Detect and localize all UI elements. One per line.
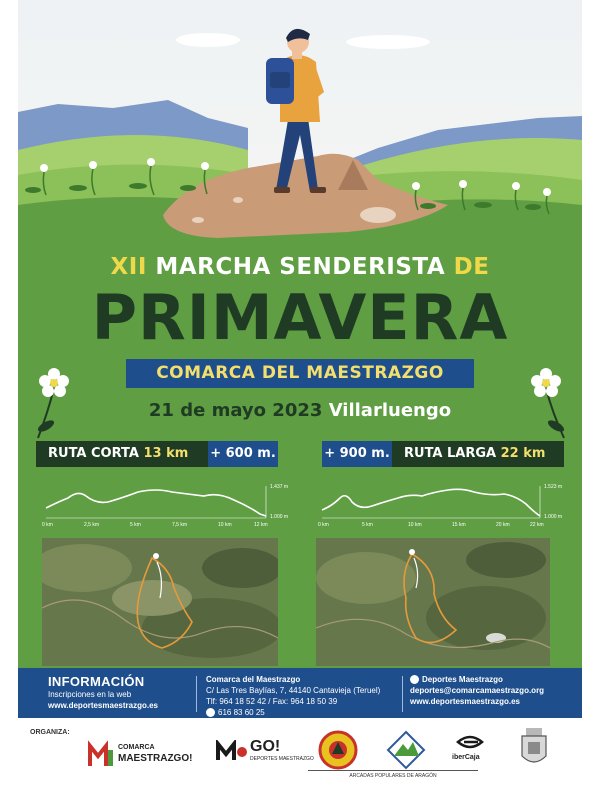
facebook-icon [410,675,419,684]
event-place: Villarluengo [328,400,452,421]
short-route-map [42,538,278,666]
long-tick-1: 5 km [362,522,373,528]
long-route-label: RUTA LARGA [404,446,497,461]
whatsapp-icon [206,708,215,717]
event-date-place [18,400,582,421]
short-min-label: 1.000 m [270,514,288,520]
info-column-address [206,674,380,718]
short-tick-3: 7,5 km [172,522,188,528]
info-email[interactable]: deportes@comarcamaestrazgo.org [410,686,545,695]
short-tick-2: 5 km [130,522,141,528]
long-tick-4: 20 km [496,522,510,528]
short-max-label: 1.437 m [270,484,288,490]
town-coat-of-arms-icon [518,726,550,770]
organiza-label: ORGANIZA: [30,729,70,736]
long-route-bar [392,441,564,467]
comarca-logo-bottom: MAESTRAZGO! [118,753,193,764]
info-divider-2 [402,676,403,712]
long-min-label: 1.000 m [544,514,563,520]
info-heading: INFORMACIÓN [48,674,145,689]
info-facebook[interactable] [410,674,544,685]
club-crest-icon [318,730,358,770]
long-tick-3: 15 km [452,522,466,528]
mountain-badge-icon [386,730,426,770]
info-column-social [410,674,544,707]
long-max-label: 1.523 m [544,484,563,490]
region-banner: COMARCA DEL MAESTRAZGO [126,359,474,388]
long-route-distance: 22 km [500,446,546,461]
info-divider-1 [196,676,197,712]
short-tick-4: 10 km [218,522,232,528]
long-tick-2: 10 km [408,522,422,528]
go-logo-icon [216,740,248,762]
info-facebook-text: Deportes Maestrazgo [422,675,503,684]
info-phones: Tlf: 964 18 52 42 / Fax: 964 18 50 39 [206,697,338,706]
comarca-logo-icon [88,740,114,768]
edition-suffix: DE [453,254,490,280]
left-flower-icon [34,362,78,442]
go-logo-text: GO! [250,738,281,755]
long-tick-5: 22 km [530,522,544,528]
event-title: PRIMAVERA [91,281,509,354]
edition-number: XII [110,254,147,280]
info-whatsapp-number: 616 83 60 25 [218,708,265,717]
long-route-map [316,538,550,666]
short-route-elevation-profile [38,476,288,532]
right-flower-icon [524,362,568,442]
aragon-caption: ARCADAS POPULARES DE ARAGÓN [308,770,478,779]
poster [18,0,582,794]
edition-text: MARCHA SENDERISTA [155,254,446,280]
hiker-illustration [18,0,582,250]
long-tick-0: 0 km [318,522,329,528]
ibercaja-logo-text: iberCaja [452,754,480,761]
info-address: C/ Las Tres Baylías, 7, 44140 Cantavieja (Teruel) [206,686,381,695]
short-tick-0: 0 km [42,522,53,528]
info-org-name: Comarca del Maestrazgo [206,675,301,684]
event-edition [18,254,582,280]
short-route-gain: + 600 m. [208,441,278,467]
info-web-link[interactable]: www.deportesmaestrazgo.es [48,701,158,710]
go-logo-sub: DEPORTES MAESTRAZGO [250,756,314,762]
short-route-distance: 13 km [143,446,189,461]
event-date: 21 de mayo 2023 [148,400,323,421]
short-tick-5: 12 km [254,522,268,528]
long-route-gain: + 900 m. [322,441,392,467]
info-whatsapp [206,707,380,718]
sponsors-strip [18,718,582,794]
info-web-link-2[interactable]: www.deportesmaestrazgo.es [410,697,520,706]
ibercaja-logo-icon [454,732,486,752]
info-signup-text: Inscripciones en la web [48,690,132,699]
comarca-logo-top: COMARCA [118,744,155,751]
short-route-bar [36,441,208,467]
short-tick-1: 2,5 km [84,522,100,528]
info-bar [18,668,582,718]
long-route-elevation-profile [314,476,564,532]
info-column-web [48,674,158,711]
short-route-label: RUTA CORTA [48,446,139,461]
